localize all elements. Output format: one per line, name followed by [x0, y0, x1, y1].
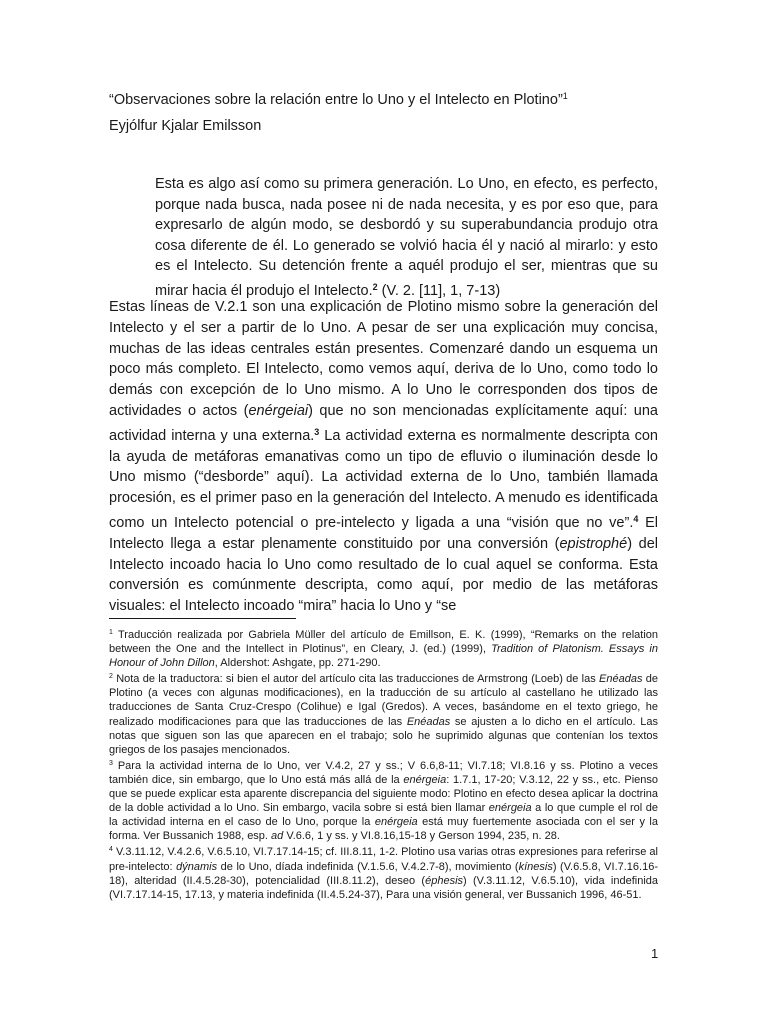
footnote-text: a lo que cumple el rol de la actividad interna en el caso de lo Uno, porque la — [109, 802, 658, 829]
footnote-italic: enérgeia — [488, 802, 532, 815]
article-title — [109, 86, 568, 110]
footnote-text: V.6.6, 1 y ss. y VI.8.16,15-18 y Gerson 1994, 235, n. 28. — [283, 830, 560, 843]
body-part-3: La actividad externa es normalmente descripta con la ayuda de metáforas emanativas como un tipo de efluvio o iluminación desde lo Uno mismo (“desborde” aquí). La actividad externa de lo Uno, también llamada procesión, es el primer paso en la generación del Intelecto. A menudo es identificada como un Intelecto potencial o pre-intelecto y ligada a una “visión que no ve”. — [109, 427, 658, 531]
footnote-3 — [109, 757, 658, 844]
body-paragraph — [109, 297, 658, 617]
body-part-2: ) que no son mencionadas explícitamente aquí: una actividad interna y una externa. — [109, 402, 658, 444]
footnote-ref-3[interactable]: 3 — [314, 426, 320, 437]
footnote-number: 2 — [109, 673, 113, 681]
greek-term-epistrophe: epistrophé — [559, 535, 628, 552]
footnote-italic: dýnamis — [176, 860, 218, 873]
footnote-text: Nota de la traductora: si bien el autor del artículo cita las traducciones de Armstrong (Loeb) de las — [112, 673, 600, 686]
footnote-text: , Aldershot: Ashgate, pp. 271-290. — [214, 657, 381, 670]
footnote-1 — [109, 626, 658, 670]
footnote-italic: Enéadas — [406, 715, 451, 728]
footnote-number: 3 — [109, 759, 113, 767]
quote-text: Esta es algo así como su primera generación. Lo Uno, en efecto, es perfecto, porque nada busca, nada posee ni de nada necesita, y es por eso que, para expresarlo de algún modo, se desbordó y su superabundancia produjo otra cosa diferente de él. Lo generado se volvió hacia él y nació al mirarlo: y esto es el Intelecto. Su detención frente a aquél produjo el ser, mientras que su mirar hacia él produjo el Intelecto. — [155, 176, 658, 299]
author-name: Eyjólfur Kjalar Emilsson — [109, 118, 262, 134]
footnote-text: Traducción realizada por Gabriela Müller del artículo de Emillson, E. K. (1999), “Remarks on the relation between the One and the Intellect in Plotinus”, en Cleary, J. (ed.) (1999), — [109, 629, 658, 656]
page-number: 1 — [651, 946, 659, 961]
footnote-ref-1[interactable]: 1 — [562, 91, 568, 101]
greek-term-energeiai: enérgeiai — [248, 402, 309, 419]
footnote-divider — [109, 618, 296, 619]
footnote-2 — [109, 670, 658, 757]
footnote-4 — [109, 843, 658, 901]
footnote-italic: Enéadas — [599, 673, 643, 686]
body-part-4: El Intelecto llega a estar plenamente constituido por una conversión ( — [109, 514, 658, 552]
footnote-text: ) (V.6.5.8, VI.7.16.16-18), alteridad (II.4.5.28-30), potencialidad (III.8.11.2), deseo ( — [109, 860, 658, 887]
footnote-italic: enérgeia — [403, 773, 447, 786]
quote-citation: (V. 2. [11], 1, 7-13) — [377, 282, 501, 299]
footnote-text: de Plotino (a veces con algunas modificaciones), en la traducción de su artículo al castellano he utilizado las traducciones de Santa Cruz-Crespo (Colihue) e Igal (Gredos). A veces, basándome en el texto griego, he realizado modificaciones para que las traducciones de las — [109, 673, 658, 728]
footnote-italic: Tradition of Platonism. Essays in Honour of John Dillon — [109, 643, 658, 670]
footnote-text: Para la actividad interna de lo Uno, ver V.4.2, 27 y ss.; V 6.6,8-11; VI.7.18; VI.8.16 y ss. Plotino a veces también dice, sin embargo, que lo Uno está más allá de la — [109, 759, 658, 786]
footnote-italic: ad — [271, 830, 284, 843]
footnotes-section — [109, 626, 658, 902]
footnote-text: de lo Uno, díada indefinida (V.1.5.6, V.4.2.7-8), movimiento ( — [217, 860, 519, 873]
footnote-text: está muy fuertemente asociada con el ser y la forma. Ver Bussanich 1988, esp. — [109, 816, 658, 843]
footnote-ref-4[interactable]: 4 — [633, 513, 639, 524]
footnote-text: ) (V.3.11.12, V.6.5.10), vida indefinida (VI.7.17.14-15, 17.13, y materia indefinida (II.4.5.24-37), Para una visión general, ver Bussanich 1996, 46-51. — [109, 874, 658, 901]
body-part-5: ) del Intelecto incoado hacia lo Uno como resultado de lo cual aquel se conforma. Esta conversión es comúnmente descripta, como aquí, por medio de las metáforas visuales: el Intelecto incoado “mira” hacia lo Uno y “se — [109, 535, 658, 615]
footnote-ref-2[interactable]: 2 — [372, 281, 378, 292]
footnote-italic: kínesis — [518, 860, 553, 873]
footnote-text: V.3.11.12, V.4.2.6, V.6.5.10, VI.7.17.14-15; cf. III.8.11, 1-2. Plotino usa varias otras expresiones para referirse al pre-intelecto: — [109, 846, 658, 873]
footnote-italic: éphesis — [425, 874, 464, 887]
body-part-1: Estas líneas de V.2.1 son una explicación de Plotino mismo sobre la generación del Intelecto y el ser a partir de lo Uno. A pesar de ser una explicación muy concisa, muchas de las ideas centrales están presentes. Comenzaré dando un esquema un poco más completo. El Intelecto, como vemos aquí, deriva de lo Uno, como todo lo demás con excepción de lo Uno mismo. A lo Uno le corresponden dos tipos de actividades o actos ( — [109, 299, 658, 419]
footnote-italic: enérgeia — [374, 816, 418, 829]
footnote-number: 4 — [109, 846, 113, 854]
footnote-text: : 1.7.1, 17-20; V.3.12, 22 y ss., etc. Pienso que se puede explicar esta aparente discrepancia del siguiente modo: Plotino en efecto desea aplicar la doctrina de la doble actividad a lo Uno. Sin embargo, vacila sobre si está bien llamar — [109, 773, 658, 815]
block-quote — [155, 174, 658, 301]
footnote-text: se ajusten a lo dicho en el artículo. Las notas que siguen son las que aparecen en el trabajo; solo he suprimido algunas que contenían los textos griegos de los pasajes mencionados. — [109, 715, 658, 756]
footnote-number: 1 — [109, 629, 113, 636]
article-title-text: “Observaciones sobre la relación entre lo Uno y el Intelecto en Plotino” — [109, 92, 563, 108]
